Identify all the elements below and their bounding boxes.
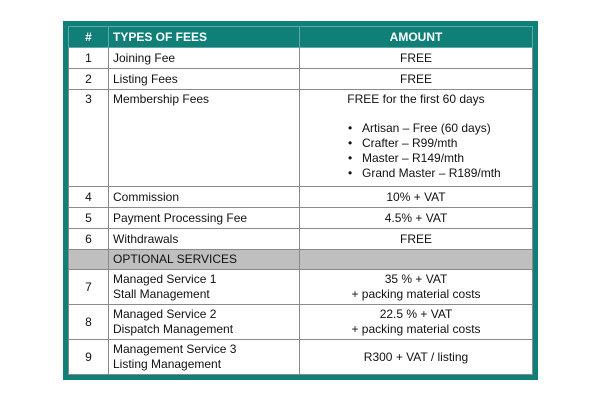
section-spacer-cell bbox=[69, 250, 109, 270]
section-row-optional-services bbox=[69, 250, 533, 270]
fee-type-line: Listing Management bbox=[113, 357, 222, 371]
row-number: 4 bbox=[69, 187, 109, 208]
membership-tier: • Artisan – Free (60 days) bbox=[348, 121, 528, 136]
row-number: 9 bbox=[69, 340, 109, 375]
fees-table-frame bbox=[63, 21, 538, 380]
table-row bbox=[69, 305, 533, 340]
membership-tier: • Grand Master – R189/mth bbox=[348, 166, 528, 181]
table-row bbox=[69, 208, 533, 229]
row-number: 2 bbox=[69, 69, 109, 90]
table-row bbox=[69, 270, 533, 305]
fee-type-line: Dispatch Management bbox=[113, 322, 234, 336]
section-label: OPTIONAL SERVICES bbox=[109, 250, 300, 270]
fee-amount: FREE bbox=[300, 229, 533, 250]
fee-type: Commission bbox=[109, 187, 300, 208]
fee-type: Membership Fees bbox=[109, 90, 300, 187]
fee-type-line: Management Service 3 bbox=[113, 342, 237, 356]
table-header-row bbox=[69, 27, 533, 48]
table-row bbox=[69, 69, 533, 90]
fee-amount-line: 35 % + VAT bbox=[384, 272, 448, 286]
fee-type-line: Stall Management bbox=[113, 287, 210, 301]
header-fee-type: TYPES OF FEES bbox=[109, 27, 300, 48]
table-row-membership bbox=[69, 90, 533, 187]
membership-tier: • Crafter – R99/mth bbox=[348, 136, 528, 151]
fee-type-line: Managed Service 2 bbox=[113, 307, 217, 321]
row-number: 3 bbox=[69, 90, 109, 187]
row-number: 5 bbox=[69, 208, 109, 229]
fee-amount bbox=[300, 270, 533, 305]
fees-table bbox=[68, 26, 533, 375]
row-number: 6 bbox=[69, 229, 109, 250]
membership-tier: • Master – R149/mth bbox=[348, 151, 528, 166]
fee-amount: 4.5% + VAT bbox=[300, 208, 533, 229]
section-spacer-cell bbox=[300, 250, 533, 270]
fee-amount-line: + packing material costs bbox=[351, 322, 481, 336]
table-row bbox=[69, 229, 533, 250]
fee-type: Withdrawals bbox=[109, 229, 300, 250]
fee-amount: FREE bbox=[300, 48, 533, 69]
fee-amount: 10% + VAT bbox=[300, 187, 533, 208]
row-number: 7 bbox=[69, 270, 109, 305]
fee-type bbox=[109, 270, 300, 305]
fee-amount-line: 22.5 % + VAT bbox=[379, 307, 453, 321]
fee-type bbox=[109, 305, 300, 340]
fee-type bbox=[109, 340, 300, 375]
table-row bbox=[69, 48, 533, 69]
header-amount: AMOUNT bbox=[300, 27, 533, 48]
membership-tier-list bbox=[304, 121, 528, 181]
fee-type-line: Managed Service 1 bbox=[113, 272, 217, 286]
row-number: 1 bbox=[69, 48, 109, 69]
membership-intro: FREE for the first 60 days bbox=[347, 92, 485, 106]
fee-type: Payment Processing Fee bbox=[109, 208, 300, 229]
fee-amount bbox=[300, 305, 533, 340]
fee-type: Joining Fee bbox=[109, 48, 300, 69]
fee-amount-line: + packing material costs bbox=[351, 287, 481, 301]
fee-amount: R300 + VAT / listing bbox=[300, 340, 533, 375]
table-row bbox=[69, 187, 533, 208]
fee-amount: FREE bbox=[300, 69, 533, 90]
table-row bbox=[69, 340, 533, 375]
fee-type: Listing Fees bbox=[109, 69, 300, 90]
fee-amount-membership bbox=[300, 90, 533, 187]
row-number: 8 bbox=[69, 305, 109, 340]
header-number: # bbox=[69, 27, 109, 48]
